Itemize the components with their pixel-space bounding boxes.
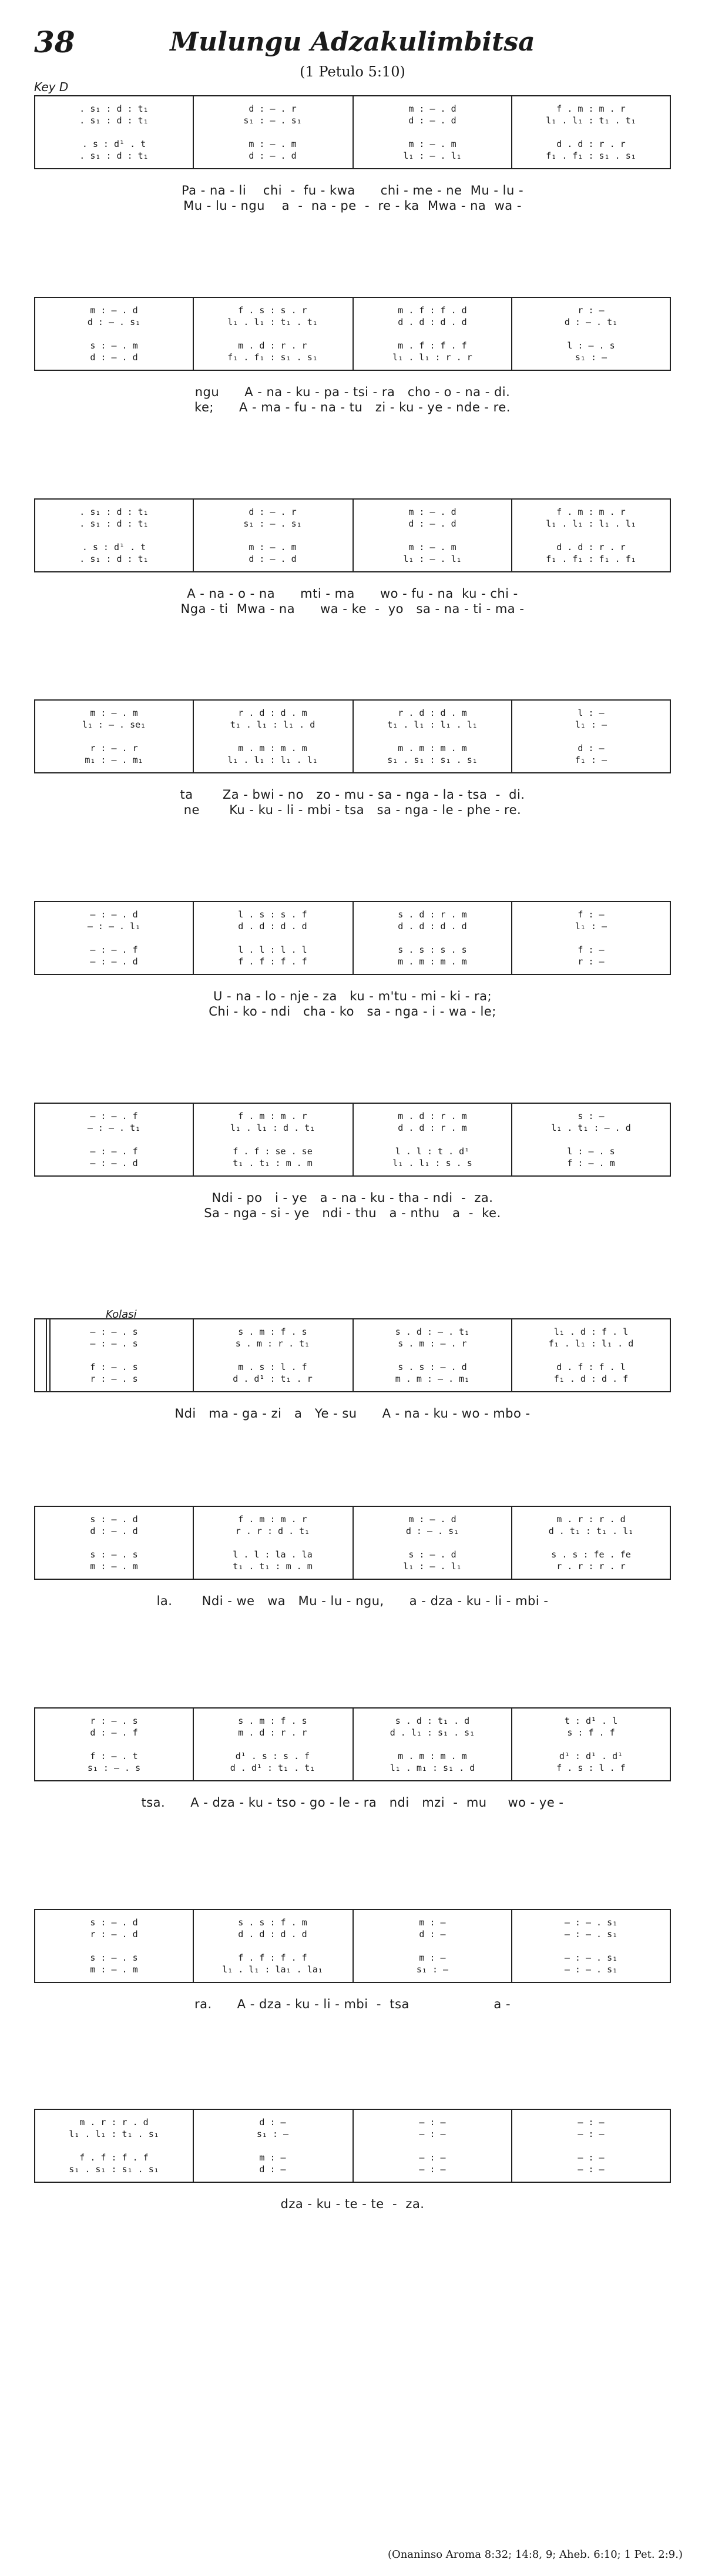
solfa-measure: m . d : r . r <box>238 1727 307 1738</box>
solfa-measure: d : – . s₁ <box>87 317 141 327</box>
voice-row <box>35 2152 670 2164</box>
solfa-measure: m : — <box>419 1952 446 1963</box>
solfa-measure: d : – . t₁ <box>564 317 618 327</box>
voice-row <box>35 507 670 518</box>
solfa-measure: r . d : d . m <box>398 708 467 718</box>
solfa-measure: d . d : d . d <box>238 1929 307 1939</box>
voice-row <box>35 1326 670 1338</box>
solfa-measure: s₁ : – . s <box>87 1763 141 1773</box>
solfa-measure: s : f . f <box>567 1727 615 1738</box>
solfa-measure: f : — <box>578 944 605 955</box>
solfa-measure: — : – . d <box>90 909 138 920</box>
solfa-measure: t : d¹ . l <box>564 1716 618 1726</box>
solfa-measure: s . d : – . t₁ <box>395 1326 470 1337</box>
solfa-measure: m : — <box>259 2152 286 2163</box>
voice-row <box>35 1374 670 1385</box>
solfa-measure: r : – . d <box>90 1929 138 1939</box>
solfa-measure: f . f : f . f <box>238 1952 307 1963</box>
solfa-measure: m . f : f . d <box>398 305 467 316</box>
solfa-measure: . s₁ : d : t₁ <box>79 115 149 126</box>
solfa-measure: m . r : r . d <box>556 1514 626 1525</box>
solfa-measure: t₁ . l₁ : l₁ . l₁ <box>387 719 478 730</box>
lyric-line: ra. A - dza - ku - li - mbi - tsa a - <box>194 1997 511 2011</box>
solfa-measure: — : — <box>419 2117 446 2128</box>
voice-row <box>35 743 670 755</box>
solfa-measure: s₁ . s₁ : s₁ . s₁ <box>387 755 478 765</box>
lyric-line: dza - ku - te - te - za. <box>280 2197 425 2211</box>
solfa-measure: m . r : r . d <box>79 2117 149 2128</box>
solfa-measure: s . s : f . m <box>238 1917 307 1928</box>
voice-row <box>35 1362 670 1374</box>
solfa-measure: l₁ . l₁ : r . r <box>392 352 472 363</box>
solfa-measure: l : – . s <box>567 340 615 351</box>
solfa-measure: d . d : d . d <box>238 921 307 932</box>
solfa-measure: l₁ : – . l₁ <box>403 150 462 161</box>
solfa-measure: f . m : m . r <box>238 1514 307 1525</box>
lyric-line: ke; A - ma - fu - na - tu zi - ku - ye - nde - re. <box>194 400 511 414</box>
solfa-measure: l . l : la . la <box>233 1549 313 1560</box>
solfa-measure: d . l₁ : s₁ . s₁ <box>390 1727 475 1738</box>
solfa-measure: s . m : – . r <box>398 1338 467 1349</box>
solfa-measure: f : – . t <box>90 1751 138 1761</box>
solfa-measure: r . d : d . m <box>238 708 307 718</box>
solfa-measure: l₁ . l₁ : s . s <box>392 1158 472 1168</box>
voice-row <box>35 1111 670 1123</box>
solfa-measure: — : – . s₁ <box>564 1964 618 1975</box>
solfa-measure: s : – . d <box>90 1514 138 1525</box>
chorus-label: Kolasi <box>106 1308 137 1321</box>
voice-row <box>35 1917 670 1929</box>
voice-row <box>35 1727 670 1739</box>
solfa-measure: l . l : l . l <box>238 944 307 955</box>
solfa-measure: m : – . d <box>408 1514 456 1525</box>
solfa-measure: s₁ : – . s₁ <box>243 518 302 529</box>
solfa-measure: . s : d¹ . t <box>82 139 146 149</box>
solfa-measure: d : – . r <box>249 507 297 517</box>
music-system <box>34 95 671 169</box>
solfa-measure: t₁ . l₁ : l₁ . d <box>230 719 315 730</box>
lyric-line: Pa - na - li chi - fu - kwa chi - me - ne Mu - lu - <box>181 183 524 197</box>
lyric-line: Mu - lu - ngu a - na - pe - re - ka Mwa - na wa - <box>183 199 522 213</box>
lyric-line: Chi - ko - ndi cha - ko sa - nga - i - wa - le; <box>209 1004 496 1019</box>
solfa-measure: d : – . f <box>90 1727 138 1738</box>
solfa-measure: — : – . f <box>90 1111 138 1121</box>
solfa-measure: s . d : t₁ . d <box>395 1716 470 1726</box>
solfa-measure: s₁ : — <box>416 1964 449 1975</box>
solfa-measure: — : – . l₁ <box>87 921 141 932</box>
solfa-measure: s : – . d <box>408 1549 456 1560</box>
solfa-measure: d . t₁ : t₁ . l₁ <box>548 1526 634 1536</box>
voice-row <box>35 2129 670 2140</box>
solfa-measure: m . m : m . m <box>238 743 307 753</box>
solfa-measure: d . d : r . r <box>556 542 626 552</box>
solfa-measure: d : — <box>259 2117 286 2128</box>
solfa-measure: m : – . d <box>408 507 456 517</box>
solfa-measure: — : — <box>578 2164 605 2175</box>
voice-row <box>35 1549 670 1561</box>
solfa-measure: d : – . d <box>408 115 456 126</box>
lyric-line: Sa - nga - si - ye ndi - thu a - nthu a - ke. <box>204 1206 501 1220</box>
solfa-measure: s₁ : – . s₁ <box>243 115 302 126</box>
solfa-measure: s . m : f . s <box>238 1716 307 1726</box>
solfa-measure: f₁ : — <box>575 755 607 765</box>
solfa-measure: m . d : r . m <box>398 1111 467 1121</box>
voice-row <box>35 317 670 329</box>
solfa-measure: m : – . m <box>90 1561 138 1572</box>
solfa-measure: r . r : r . r <box>556 1561 626 1572</box>
voice-row <box>35 1964 670 1976</box>
voice-row <box>35 1146 670 1158</box>
solfa-measure: l₁ . l₁ : l₁ . l₁ <box>227 755 318 765</box>
solfa-measure: m . m : m . m <box>398 743 467 753</box>
solfa-measure: — : – . f <box>90 1146 138 1157</box>
solfa-measure: — : – . d <box>90 956 138 967</box>
solfa-measure: d : – . d <box>408 518 456 529</box>
voice-row <box>35 2117 670 2129</box>
solfa-measure: m : – . m <box>408 542 456 552</box>
solfa-measure: m : – . m <box>408 139 456 149</box>
voice-row <box>35 352 670 364</box>
solfa-measure: m . m : m . m <box>398 956 467 967</box>
solfa-measure: . s₁ : d : t₁ <box>79 554 149 564</box>
voice-row <box>35 1123 670 1134</box>
music-system <box>34 297 671 371</box>
solfa-measure: f . f : se . se <box>233 1146 313 1157</box>
lyric-line: ne Ku - ku - li - mbi - tsa sa - nga - le - phe - re. <box>183 803 522 817</box>
footer-references: (Onaninso Aroma 8:32; 14:8, 9; Aheb. 6:10; 1 Pet. 2:9.) <box>387 2548 683 2561</box>
solfa-measure: t₁ . t₁ : m . m <box>233 1561 313 1572</box>
voice-row <box>35 1526 670 1537</box>
solfa-measure: m . f : f . f <box>398 340 467 351</box>
solfa-measure: d¹ . s : s . f <box>235 1751 310 1761</box>
voice-row <box>35 305 670 317</box>
solfa-measure: d . d : r . r <box>556 139 626 149</box>
lyric-line: A - na - o - na mti - ma wo - fu - na ku - chi - <box>187 587 518 601</box>
solfa-measure: l₁ . l₁ : l₁ . l₁ <box>546 518 636 529</box>
voice-row <box>35 1514 670 1526</box>
music-system <box>34 901 671 975</box>
voice-row <box>35 1929 670 1941</box>
music-system <box>34 1506 671 1580</box>
solfa-measure: . s : d¹ . t <box>82 542 146 552</box>
music-system <box>34 2109 671 2183</box>
voice-row <box>35 340 670 352</box>
solfa-measure: l . l : t . d¹ <box>395 1146 470 1157</box>
solfa-measure: r : – . s <box>90 1374 138 1384</box>
solfa-measure: d . d : d . d <box>398 317 467 327</box>
solfa-measure: d : — <box>259 2164 286 2175</box>
solfa-measure: — : — <box>419 2152 446 2163</box>
solfa-measure: d . d¹ : t₁ . r <box>233 1374 313 1384</box>
solfa-measure: l₁ : — <box>575 921 607 932</box>
solfa-measure: f . m : m . r <box>556 103 626 114</box>
solfa-measure: f . m : m . r <box>556 507 626 517</box>
solfa-measure: s : – . s <box>90 1952 138 1963</box>
solfa-measure: l₁ . t₁ : – . d <box>551 1123 631 1133</box>
solfa-measure: . s₁ : d : t₁ <box>79 518 149 529</box>
solfa-measure: m : – . m <box>249 139 297 149</box>
solfa-measure: r : – . r <box>90 743 138 753</box>
solfa-measure: — : – . s <box>90 1338 138 1349</box>
solfa-measure: s . s : fe . fe <box>551 1549 631 1560</box>
solfa-measure: f₁ . f₁ : s₁ . s₁ <box>227 352 318 363</box>
solfa-measure: — : — <box>578 2152 605 2163</box>
solfa-measure: l₁ : — <box>575 719 607 730</box>
solfa-measure: m . m : – . m₁ <box>395 1374 470 1384</box>
solfa-measure: s . m : f . s <box>238 1326 307 1337</box>
solfa-measure: . s₁ : d : t₁ <box>79 150 149 161</box>
voice-row <box>35 103 670 115</box>
solfa-measure: f₁ . f₁ : f₁ . f₁ <box>546 554 636 564</box>
solfa-measure: — : – . s₁ <box>564 1917 618 1928</box>
solfa-measure: l₁ : – . l₁ <box>403 1561 462 1572</box>
voice-row <box>35 1338 670 1350</box>
solfa-measure: l₁ . m₁ : s₁ . d <box>390 1763 475 1773</box>
voice-row <box>35 2164 670 2176</box>
solfa-measure: — : – . s₁ <box>564 1929 618 1939</box>
voice-row <box>35 1158 670 1170</box>
solfa-measure: m : – . m <box>90 1964 138 1975</box>
solfa-measure: f . f : f . f <box>79 2152 149 2163</box>
lyric-line: Ndi ma - ga - zi a Ye - su A - na - ku - wo - mbo - <box>174 1406 531 1421</box>
voice-row <box>35 115 670 127</box>
voice-row <box>35 542 670 554</box>
solfa-measure: r : — <box>578 956 605 967</box>
voice-row <box>35 956 670 968</box>
lyric-line: Ndi - po i - ye a - na - ku - tha - ndi - za. <box>212 1191 494 1205</box>
voice-row <box>35 518 670 530</box>
solfa-measure: s . s : s . s <box>398 944 467 955</box>
solfa-measure: m . d : r . r <box>238 340 307 351</box>
solfa-measure: s . s : – . d <box>398 1362 467 1372</box>
voice-row <box>35 139 670 150</box>
solfa-measure: l₁ . l₁ : t₁ . s₁ <box>69 2129 159 2139</box>
voice-row <box>35 150 670 162</box>
solfa-measure: d : – . d <box>249 150 297 161</box>
voice-row <box>35 1561 670 1573</box>
solfa-measure: m : – . m <box>249 542 297 552</box>
solfa-measure: d : – . d <box>90 1526 138 1536</box>
solfa-measure: s . d : r . m <box>398 909 467 920</box>
solfa-measure: m : – . d <box>408 103 456 114</box>
voice-row <box>35 554 670 565</box>
music-system <box>34 1103 671 1177</box>
solfa-measure: — : – . s₁ <box>564 1952 618 1963</box>
solfa-measure: s . m : r . t₁ <box>235 1338 310 1349</box>
solfa-measure: l₁ . l₁ : d . t₁ <box>230 1123 315 1133</box>
music-system <box>34 498 671 572</box>
solfa-measure: f₁ . l₁ : l₁ . d <box>548 1338 634 1349</box>
solfa-measure: . s₁ : d : t₁ <box>79 103 149 114</box>
music-system <box>34 1707 671 1781</box>
solfa-measure: l₁ : – . l₁ <box>403 554 462 564</box>
solfa-measure: f : — <box>578 909 605 920</box>
lyric-line: la. Ndi - we wa Mu - lu - ngu, a - dza - ku - li - mbi - <box>156 1594 549 1608</box>
solfa-measure: m . s : l . f <box>238 1362 307 1372</box>
solfa-measure: d . d : d . d <box>398 921 467 932</box>
solfa-measure: l₁ . l₁ : t₁ . t₁ <box>227 317 318 327</box>
solfa-measure: — : – . t₁ <box>87 1123 141 1133</box>
solfa-measure: — : — <box>419 2129 446 2139</box>
solfa-measure: s₁ : — <box>256 2129 289 2139</box>
voice-row <box>35 909 670 921</box>
solfa-measure: d : – . s₁ <box>405 1526 459 1536</box>
solfa-measure: . s₁ : d : t₁ <box>79 507 149 517</box>
voice-row <box>35 944 670 956</box>
solfa-measure: — : — <box>419 2164 446 2175</box>
solfa-measure: r : — <box>578 305 605 316</box>
solfa-measure: l . s : s . f <box>238 909 307 920</box>
solfa-measure: — : — <box>578 2129 605 2139</box>
solfa-measure: — : – . f <box>90 944 138 955</box>
solfa-measure: f . f : f . f <box>238 956 307 967</box>
solfa-measure: r : – . s <box>90 1716 138 1726</box>
solfa-measure: d . f : f . l <box>556 1362 626 1372</box>
solfa-measure: l : – . s <box>567 1146 615 1157</box>
lyric-line: ta Za - bwi - no zo - mu - sa - nga - la - tsa - di. <box>180 788 525 802</box>
lyric-line: tsa. A - dza - ku - tso - go - le - ra ndi mzi - mu wo - ye - <box>141 1796 564 1810</box>
key-signature: Key D <box>34 80 69 94</box>
voice-row <box>35 1716 670 1727</box>
solfa-measure: d . d : r . m <box>398 1123 467 1133</box>
solfa-measure: f . s : l . f <box>556 1763 626 1773</box>
solfa-measure: d . d¹ : t₁ . t₁ <box>230 1763 315 1773</box>
solfa-measure: l₁ : – . se₁ <box>82 719 146 730</box>
solfa-measure: s : – . s <box>90 1549 138 1560</box>
solfa-measure: f . s : s . r <box>238 305 307 316</box>
solfa-measure: m₁ : – . m₁ <box>85 755 143 765</box>
music-system <box>34 699 671 773</box>
solfa-measure: m : – . d <box>90 305 138 316</box>
solfa-measure: l₁ . l₁ : t₁ . t₁ <box>546 115 636 126</box>
solfa-measure: f₁ . d : d . f <box>553 1374 629 1384</box>
solfa-measure: l₁ . d : f . l <box>553 1326 629 1337</box>
solfa-measure: m . m : m . m <box>398 1751 467 1761</box>
lyric-line: U - na - lo - nje - za ku - m'tu - mi - ki - ra; <box>213 989 492 1003</box>
solfa-measure: f : – . s <box>90 1362 138 1372</box>
solfa-measure: f₁ . f₁ : s₁ . s₁ <box>546 150 636 161</box>
solfa-measure: d : – . r <box>249 103 297 114</box>
solfa-measure: d : — <box>578 743 605 753</box>
solfa-measure: r . r : d . t₁ <box>235 1526 310 1536</box>
solfa-measure: m : — <box>419 1917 446 1928</box>
hymn-title: Mulungu Adzakulimbitsa <box>170 27 535 57</box>
solfa-measure: d : — <box>419 1929 446 1939</box>
lyric-line: Nga - ti Mwa - na wa - ke - yo sa - na - ti - ma - <box>180 602 525 616</box>
voice-row <box>35 1751 670 1763</box>
solfa-measure: s : — <box>578 1111 605 1121</box>
music-system <box>34 1318 671 1392</box>
solfa-measure: — : – . d <box>90 1158 138 1168</box>
solfa-measure: f . m : m . r <box>238 1111 307 1121</box>
hymn-number: 38 <box>34 25 75 59</box>
solfa-measure: l₁ . l₁ : la₁ . la₁ <box>222 1964 323 1975</box>
voice-row <box>35 755 670 766</box>
music-system <box>34 1909 671 1983</box>
solfa-measure: s₁ . s₁ : s₁ . s₁ <box>69 2164 159 2175</box>
solfa-measure: l : — <box>578 708 605 718</box>
voice-row <box>35 719 670 731</box>
lyric-line: ngu A - na - ku - pa - tsi - ra cho - o - na - di. <box>194 385 511 399</box>
solfa-measure: s₁ : — <box>575 352 607 363</box>
solfa-measure: d¹ : d¹ . d¹ <box>559 1751 623 1761</box>
voice-row <box>35 1763 670 1774</box>
voice-row <box>35 921 670 933</box>
voice-row <box>35 1952 670 1964</box>
voice-row <box>35 708 670 719</box>
solfa-measure: — : – . s <box>90 1326 138 1337</box>
solfa-measure: m : – . m <box>90 708 138 718</box>
solfa-measure: d : – . d <box>90 352 138 363</box>
solfa-measure: — : — <box>578 2117 605 2128</box>
solfa-measure: d : – . d <box>249 554 297 564</box>
solfa-measure: s : – . d <box>90 1917 138 1928</box>
solfa-measure: s : – . m <box>90 340 138 351</box>
scripture-reference: (1 Petulo 5:10) <box>300 63 405 80</box>
solfa-measure: t₁ . t₁ : m . m <box>233 1158 313 1168</box>
solfa-measure: f : – . m <box>567 1158 615 1168</box>
